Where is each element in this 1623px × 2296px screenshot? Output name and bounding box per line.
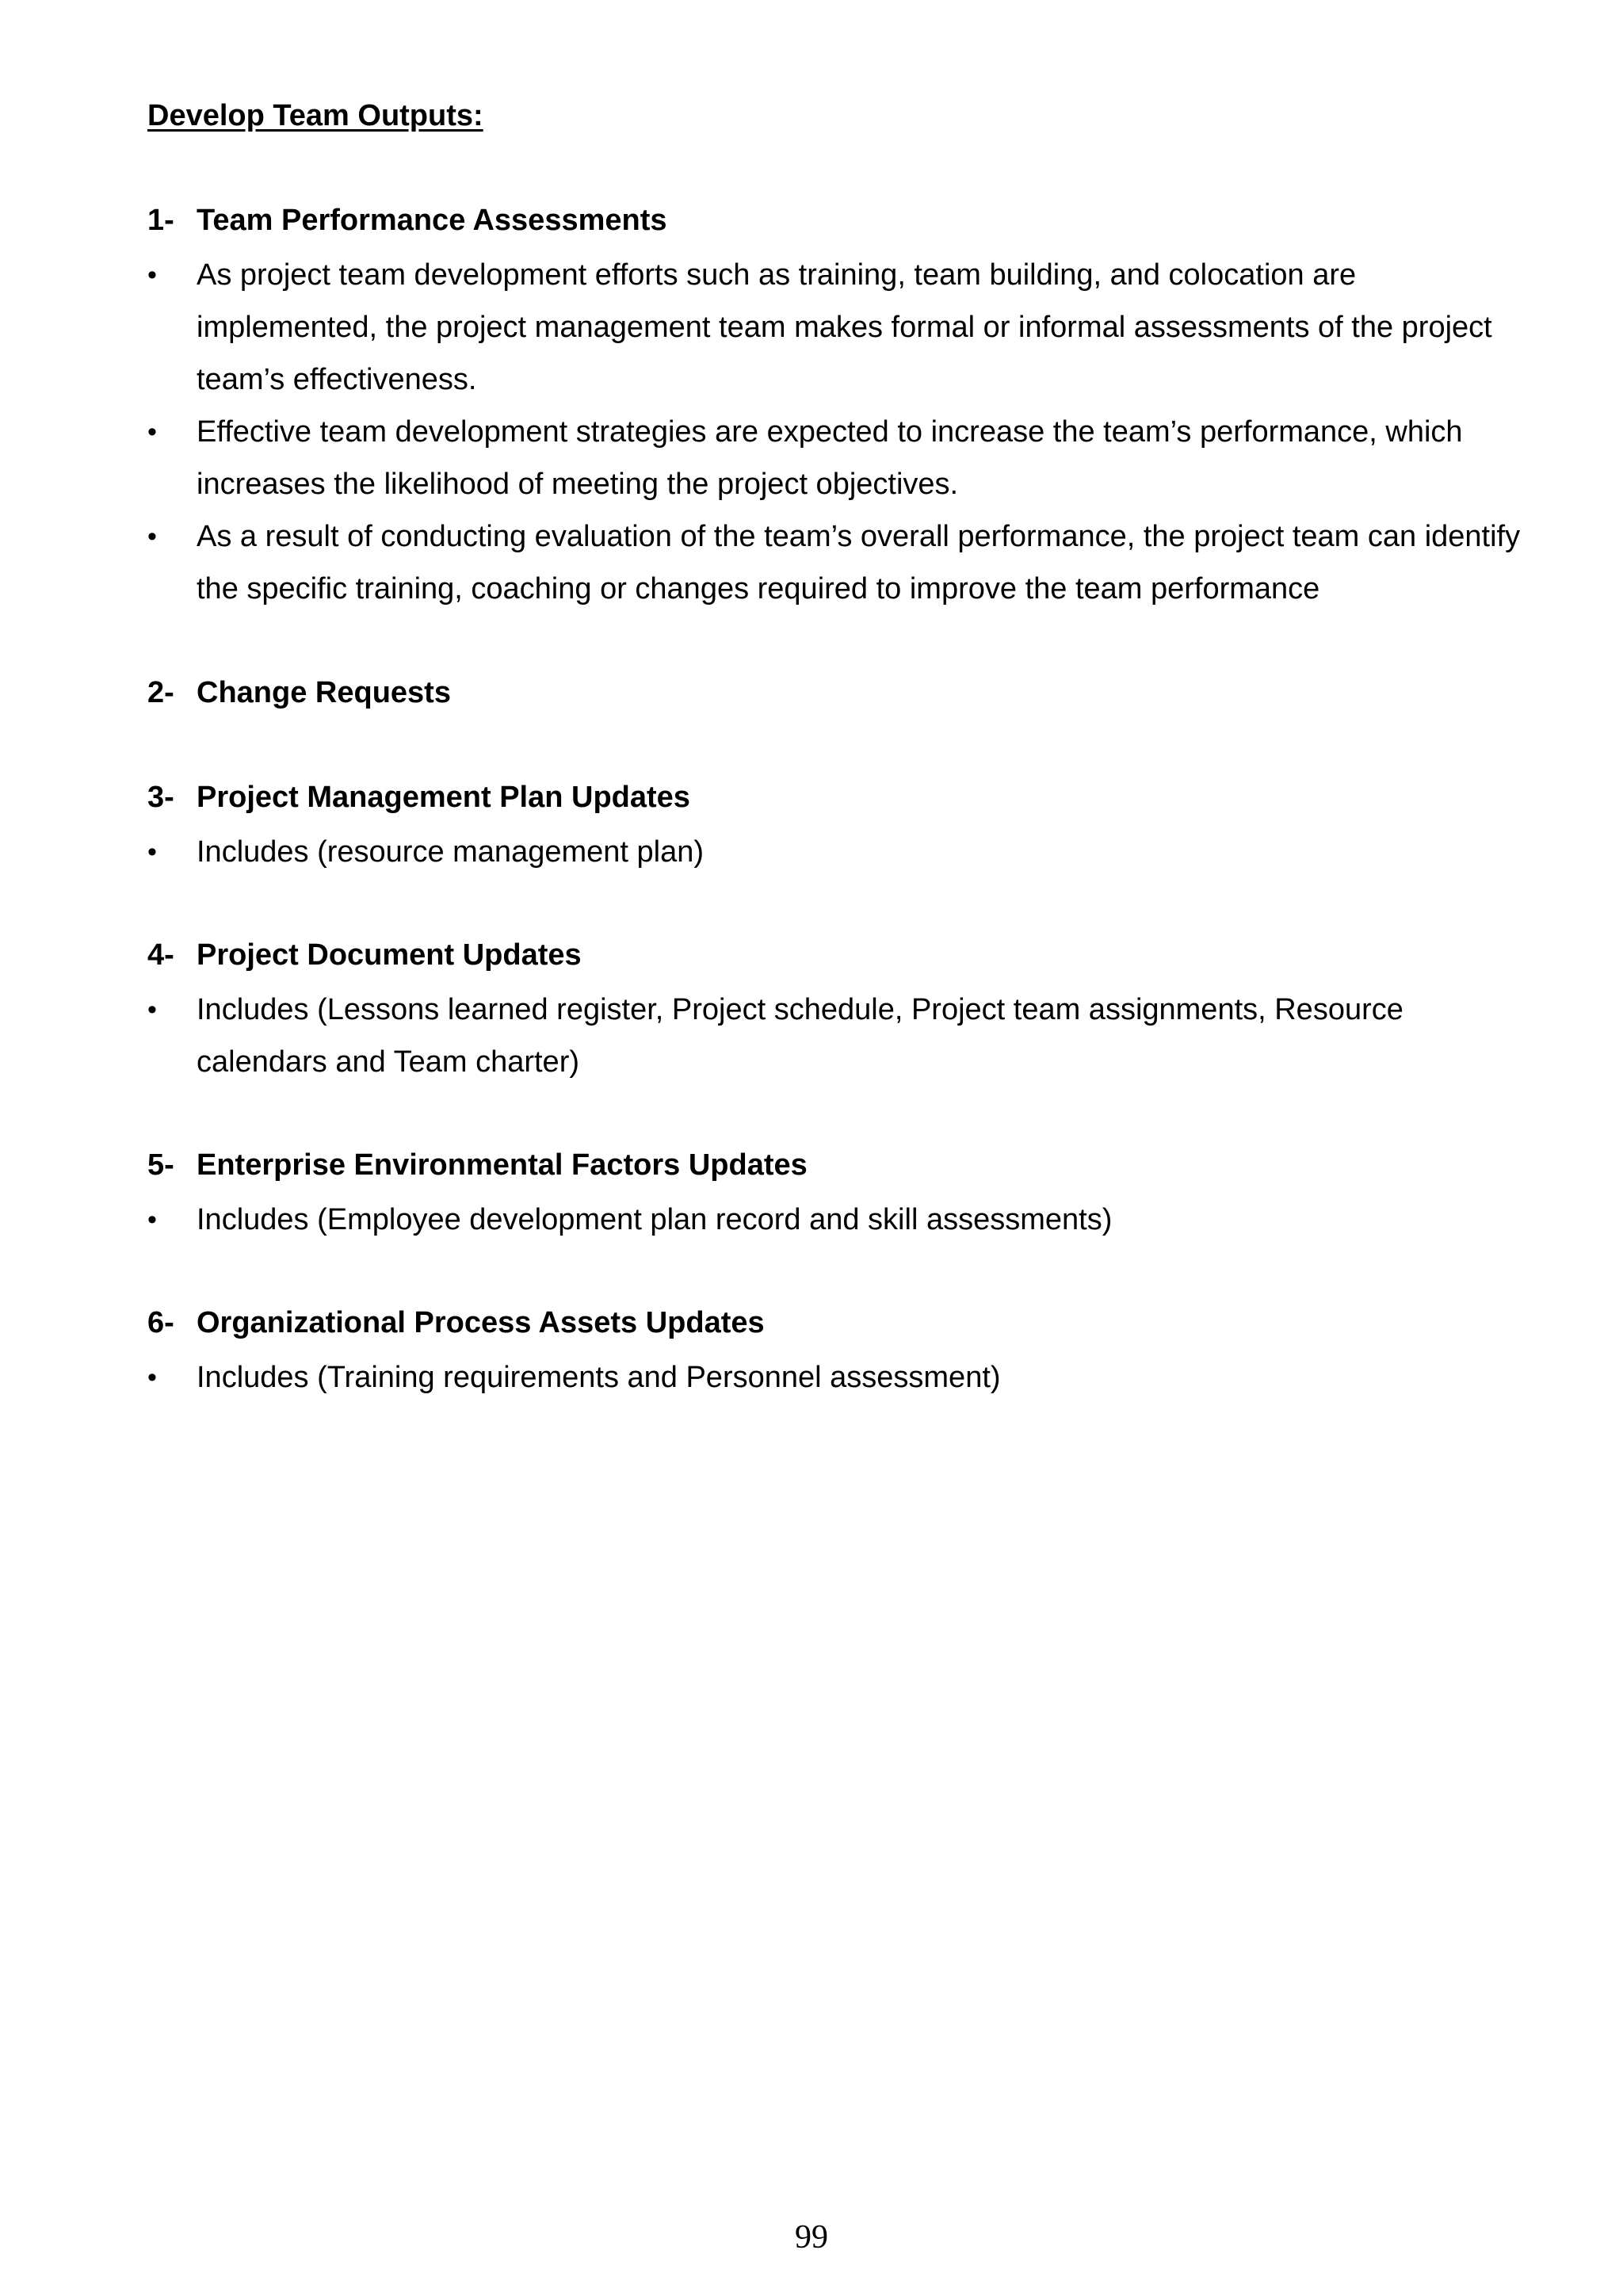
section-number: 4- [147, 938, 174, 972]
bullet-list [147, 1351, 1526, 1404]
section-title: Team Performance Assessments [197, 204, 667, 237]
section-project-management-plan-updates [147, 774, 1526, 878]
section-organizational-process-assets-updates [147, 1299, 1526, 1404]
bullet-list [147, 826, 1526, 878]
list-item [147, 249, 1526, 406]
list-item-text: As project team development efforts such as training, team building, and colocation are implemented, the project management team makes formal or informal assessments of the project team’s effectiveness. [197, 258, 1492, 396]
section-team-performance-assessments [147, 197, 1526, 615]
section-title: Change Requests [197, 676, 451, 709]
bullet-icon: • [147, 521, 157, 552]
section-heading [147, 669, 1526, 716]
section-project-document-updates [147, 931, 1526, 1088]
section-number: 5- [147, 1148, 174, 1182]
section-number: 6- [147, 1306, 174, 1339]
list-item [147, 406, 1526, 510]
bullet-icon: • [147, 417, 157, 447]
bullet-list [147, 249, 1526, 615]
section-number: 2- [147, 676, 174, 709]
list-item [147, 984, 1526, 1088]
list-item-text: Includes (Employee development plan record and skill assessments) [197, 1203, 1113, 1236]
bullet-icon: • [147, 995, 157, 1025]
section-heading [147, 1141, 1526, 1189]
bullet-icon: • [147, 837, 157, 867]
page-number: 99 [795, 2219, 828, 2256]
bullet-list [147, 1194, 1526, 1246]
bullet-list [147, 984, 1526, 1088]
page-title: Develop Team Outputs: [147, 99, 483, 132]
section-heading [147, 197, 1526, 244]
list-item [147, 1351, 1526, 1404]
section-number: 1- [147, 204, 174, 237]
section-number: 3- [147, 781, 174, 814]
section-heading [147, 774, 1526, 821]
bullet-icon: • [147, 260, 157, 290]
list-item-text: Includes (Lessons learned register, Project schedule, Project team assignments, Resource calendars and Team charter) [197, 993, 1403, 1079]
list-item [147, 826, 1526, 878]
section-title: Enterprise Environmental Factors Updates [197, 1148, 808, 1182]
bullet-icon: • [147, 1205, 157, 1235]
list-item [147, 1194, 1526, 1246]
list-item [147, 510, 1526, 615]
list-item-text: Includes (Training requirements and Personnel assessment) [197, 1361, 1001, 1394]
section-title: Project Management Plan Updates [197, 781, 690, 814]
list-item-text: Effective team development strategies are expected to increase the team’s performance, which increases the likelihood of meeting the project objectives. [197, 415, 1463, 501]
section-change-requests [147, 669, 1526, 716]
section-heading [147, 931, 1526, 979]
section-title: Organizational Process Assets Updates [197, 1306, 765, 1339]
section-heading [147, 1299, 1526, 1347]
section-title: Project Document Updates [197, 938, 582, 972]
list-item-text: Includes (resource management plan) [197, 835, 705, 869]
list-item-text: As a result of conducting evaluation of the team’s overall performance, the project team can identify the specific training, coaching or changes required to improve the team performance [197, 520, 1521, 606]
bullet-icon: • [147, 1362, 157, 1392]
section-enterprise-environmental-factors-updates [147, 1141, 1526, 1246]
